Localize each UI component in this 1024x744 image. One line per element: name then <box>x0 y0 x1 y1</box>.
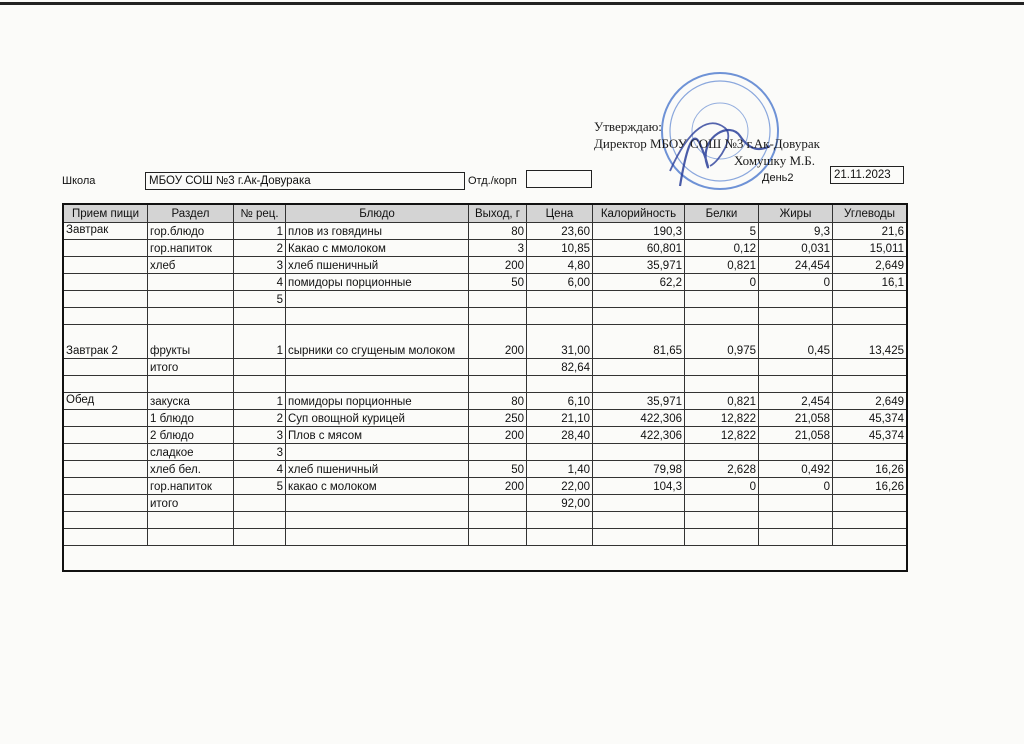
yield-cell: 3 <box>469 240 527 257</box>
calories-cell <box>593 359 685 376</box>
price-cell: 28,40 <box>527 427 593 444</box>
calories-cell: 81,65 <box>593 325 685 359</box>
dish-cell <box>286 529 469 546</box>
menu-table <box>63 204 907 546</box>
calories-cell <box>593 308 685 325</box>
yield-cell <box>469 376 527 393</box>
carbs-cell: 21,6 <box>833 223 907 240</box>
price-cell: 4,80 <box>527 257 593 274</box>
col-carbs: Углеводы <box>833 205 907 223</box>
date-field: 21.11.2023 <box>830 166 904 184</box>
calories-cell: 190,3 <box>593 223 685 240</box>
calories-cell <box>593 495 685 512</box>
col-protein: Белки <box>685 205 759 223</box>
recipe-cell <box>234 529 286 546</box>
school-field: МБОУ СОШ №3 г.Ак-Довурака <box>145 172 465 190</box>
calories-cell: 35,971 <box>593 257 685 274</box>
dish-cell: какао с молоком <box>286 478 469 495</box>
fat-cell <box>759 359 833 376</box>
dish-cell <box>286 512 469 529</box>
table-row <box>64 376 907 393</box>
recipe-cell: 3 <box>234 257 286 274</box>
protein-cell: 2,628 <box>685 461 759 478</box>
meal-cell <box>64 495 148 512</box>
meal-cell: Обед <box>64 393 148 410</box>
price-cell: 6,10 <box>527 393 593 410</box>
table-row <box>64 257 907 274</box>
table-row <box>64 461 907 478</box>
meal-cell <box>64 427 148 444</box>
price-cell <box>527 291 593 308</box>
calories-cell: 79,98 <box>593 461 685 478</box>
section-cell: итого <box>148 495 234 512</box>
protein-cell: 0,12 <box>685 240 759 257</box>
price-cell: 22,00 <box>527 478 593 495</box>
meal-cell <box>64 291 148 308</box>
yield-cell: 250 <box>469 410 527 427</box>
fat-cell: 24,454 <box>759 257 833 274</box>
carbs-cell: 15,011 <box>833 240 907 257</box>
protein-cell <box>685 376 759 393</box>
top-edge-line <box>0 2 1024 5</box>
protein-cell <box>685 308 759 325</box>
section-cell: сладкое <box>148 444 234 461</box>
protein-cell <box>685 444 759 461</box>
dept-field <box>526 170 592 188</box>
meal-cell: Завтрак <box>64 223 148 240</box>
yield-cell: 80 <box>469 393 527 410</box>
yield-cell: 200 <box>469 427 527 444</box>
dish-cell: помидоры порционные <box>286 274 469 291</box>
carbs-cell <box>833 444 907 461</box>
recipe-cell <box>234 359 286 376</box>
price-cell <box>527 444 593 461</box>
table-row <box>64 325 907 359</box>
fat-cell <box>759 512 833 529</box>
dish-cell: плов из говядины <box>286 223 469 240</box>
fat-cell: 9,3 <box>759 223 833 240</box>
table-row <box>64 529 907 546</box>
table-row <box>64 410 907 427</box>
yield-cell <box>469 308 527 325</box>
calories-cell <box>593 529 685 546</box>
fat-cell: 21,058 <box>759 410 833 427</box>
calories-cell: 422,306 <box>593 410 685 427</box>
recipe-cell <box>234 512 286 529</box>
recipe-cell: 2 <box>234 240 286 257</box>
col-recipe-no: № рец. <box>234 205 286 223</box>
dish-cell: хлеб пшеничный <box>286 461 469 478</box>
calories-cell: 62,2 <box>593 274 685 291</box>
yield-cell: 200 <box>469 478 527 495</box>
meal-cell <box>64 359 148 376</box>
calories-cell <box>593 376 685 393</box>
price-cell <box>527 529 593 546</box>
carbs-cell <box>833 359 907 376</box>
section-cell: гор.напиток <box>148 478 234 495</box>
col-yield: Выход, г <box>469 205 527 223</box>
dept-label: Отд./корп <box>468 175 517 187</box>
meal-cell <box>64 410 148 427</box>
price-cell: 10,85 <box>527 240 593 257</box>
meal-cell <box>64 274 148 291</box>
meal-cell <box>64 512 148 529</box>
meal-cell <box>64 257 148 274</box>
yield-cell <box>469 495 527 512</box>
price-cell: 92,00 <box>527 495 593 512</box>
table-row <box>64 393 907 410</box>
price-cell: 82,64 <box>527 359 593 376</box>
section-cell: хлеб <box>148 257 234 274</box>
yield-cell <box>469 444 527 461</box>
approval-director: Директор МБОУ СОШ №3 г.Ак-Довурак <box>594 136 820 151</box>
meal-cell <box>64 478 148 495</box>
table-row <box>64 427 907 444</box>
dish-cell <box>286 495 469 512</box>
yield-cell <box>469 359 527 376</box>
fat-cell: 0 <box>759 274 833 291</box>
calories-cell: 60,801 <box>593 240 685 257</box>
meal-cell <box>64 308 148 325</box>
meal-cell <box>64 376 148 393</box>
approval-title: Утверждаю: <box>594 119 662 134</box>
carbs-cell: 2,649 <box>833 257 907 274</box>
recipe-cell <box>234 376 286 393</box>
recipe-cell: 1 <box>234 393 286 410</box>
price-cell: 31,00 <box>527 325 593 359</box>
section-cell <box>148 274 234 291</box>
section-cell: фрукты <box>148 325 234 359</box>
section-cell <box>148 512 234 529</box>
carbs-cell <box>833 529 907 546</box>
protein-cell: 0 <box>685 478 759 495</box>
section-cell <box>148 529 234 546</box>
yield-cell: 80 <box>469 223 527 240</box>
price-cell: 6,00 <box>527 274 593 291</box>
price-cell: 23,60 <box>527 223 593 240</box>
calories-cell: 35,971 <box>593 393 685 410</box>
yield-cell: 50 <box>469 461 527 478</box>
fat-cell: 0,492 <box>759 461 833 478</box>
dish-cell: Суп овощной курицей <box>286 410 469 427</box>
table-row <box>64 308 907 325</box>
dish-cell <box>286 359 469 376</box>
protein-cell: 0,975 <box>685 325 759 359</box>
price-cell <box>527 376 593 393</box>
school-label: Школа <box>62 175 96 187</box>
recipe-cell: 1 <box>234 325 286 359</box>
calories-cell: 104,3 <box>593 478 685 495</box>
dish-cell: Какао с ммолоком <box>286 240 469 257</box>
protein-cell: 0,821 <box>685 257 759 274</box>
yield-cell: 200 <box>469 257 527 274</box>
fat-cell: 0,031 <box>759 240 833 257</box>
price-cell: 1,40 <box>527 461 593 478</box>
fat-cell: 0 <box>759 478 833 495</box>
table-row <box>64 291 907 308</box>
table-row <box>64 512 907 529</box>
recipe-cell <box>234 495 286 512</box>
col-section: Раздел <box>148 205 234 223</box>
table-row <box>64 240 907 257</box>
section-cell: итого <box>148 359 234 376</box>
fat-cell <box>759 444 833 461</box>
fat-cell <box>759 495 833 512</box>
col-fat: Жиры <box>759 205 833 223</box>
yield-cell: 50 <box>469 274 527 291</box>
fat-cell: 2,454 <box>759 393 833 410</box>
yield-cell <box>469 529 527 546</box>
table-row <box>64 223 907 240</box>
protein-cell: 12,822 <box>685 410 759 427</box>
col-meal: Прием пищи <box>64 205 148 223</box>
meal-cell <box>64 461 148 478</box>
table-row <box>64 274 907 291</box>
section-cell <box>148 291 234 308</box>
carbs-cell: 2,649 <box>833 393 907 410</box>
section-cell: хлеб бел. <box>148 461 234 478</box>
section-cell <box>148 308 234 325</box>
yield-cell <box>469 291 527 308</box>
meal-cell <box>64 240 148 257</box>
protein-cell <box>685 291 759 308</box>
fat-cell <box>759 529 833 546</box>
carbs-cell: 16,26 <box>833 478 907 495</box>
fat-cell <box>759 376 833 393</box>
protein-cell: 0,821 <box>685 393 759 410</box>
carbs-cell: 16,1 <box>833 274 907 291</box>
carbs-cell <box>833 291 907 308</box>
col-price: Цена <box>527 205 593 223</box>
calories-cell <box>593 512 685 529</box>
carbs-cell <box>833 512 907 529</box>
dish-cell <box>286 291 469 308</box>
carbs-cell <box>833 308 907 325</box>
table-row <box>64 478 907 495</box>
calories-cell <box>593 444 685 461</box>
protein-cell: 0 <box>685 274 759 291</box>
section-cell: 2 блюдо <box>148 427 234 444</box>
section-cell: гор.напиток <box>148 240 234 257</box>
meal-cell <box>64 444 148 461</box>
dish-cell: помидоры порционные <box>286 393 469 410</box>
carbs-cell <box>833 376 907 393</box>
carbs-cell <box>833 495 907 512</box>
dish-cell: хлеб пшеничный <box>286 257 469 274</box>
section-cell: гор.блюдо <box>148 223 234 240</box>
recipe-cell: 3 <box>234 427 286 444</box>
recipe-cell <box>234 308 286 325</box>
yield-cell <box>469 512 527 529</box>
carbs-cell: 16,26 <box>833 461 907 478</box>
carbs-cell: 45,374 <box>833 427 907 444</box>
recipe-cell: 5 <box>234 291 286 308</box>
recipe-cell: 1 <box>234 223 286 240</box>
dish-cell <box>286 308 469 325</box>
recipe-cell: 3 <box>234 444 286 461</box>
fat-cell <box>759 308 833 325</box>
approval-signer: Хомушку М.Б. <box>734 153 815 168</box>
meal-cell <box>64 529 148 546</box>
price-cell <box>527 512 593 529</box>
col-calories: Калорийность <box>593 205 685 223</box>
day-label: День2 <box>762 172 794 184</box>
dish-cell: Плов с мясом <box>286 427 469 444</box>
col-dish: Блюдо <box>286 205 469 223</box>
table-header-row <box>64 205 907 223</box>
fat-cell: 0,45 <box>759 325 833 359</box>
price-cell <box>527 308 593 325</box>
fat-cell <box>759 291 833 308</box>
yield-cell: 200 <box>469 325 527 359</box>
recipe-cell: 5 <box>234 478 286 495</box>
protein-cell <box>685 359 759 376</box>
price-cell: 21,10 <box>527 410 593 427</box>
recipe-cell: 4 <box>234 461 286 478</box>
dish-cell <box>286 376 469 393</box>
dish-cell <box>286 444 469 461</box>
carbs-cell: 45,374 <box>833 410 907 427</box>
fat-cell: 21,058 <box>759 427 833 444</box>
recipe-cell: 4 <box>234 274 286 291</box>
section-cell: 1 блюдо <box>148 410 234 427</box>
recipe-cell: 2 <box>234 410 286 427</box>
table-row <box>64 495 907 512</box>
calories-cell: 422,306 <box>593 427 685 444</box>
section-cell: закуска <box>148 393 234 410</box>
approval-block <box>594 118 820 169</box>
protein-cell <box>685 495 759 512</box>
carbs-cell: 13,425 <box>833 325 907 359</box>
dish-cell: сырники со сгущеным молоком <box>286 325 469 359</box>
table-row <box>64 359 907 376</box>
protein-cell <box>685 512 759 529</box>
protein-cell: 5 <box>685 223 759 240</box>
protein-cell <box>685 529 759 546</box>
calories-cell <box>593 291 685 308</box>
protein-cell: 12,822 <box>685 427 759 444</box>
meal-cell: Завтрак 2 <box>64 325 148 359</box>
section-cell <box>148 376 234 393</box>
table-row <box>64 444 907 461</box>
